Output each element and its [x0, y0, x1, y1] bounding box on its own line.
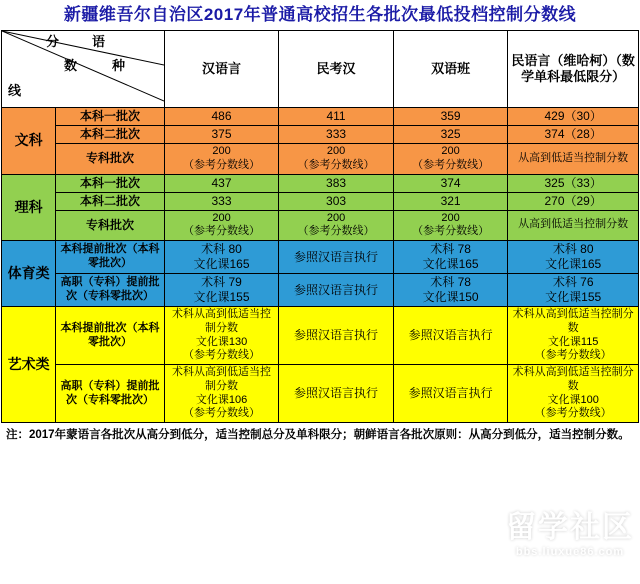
category-yishulei: 艺术类 — [2, 307, 56, 423]
table-row — [2, 126, 639, 144]
score-minkaohan: 333 — [279, 126, 394, 144]
score-hanyuyan: 486 — [164, 108, 279, 126]
score-shuangyuban: 参照汉语言执行 — [393, 365, 508, 423]
batch-label: 高职（专科）提前批次（专科零批次） — [56, 274, 165, 307]
score-minyuyan: 374（28） — [508, 126, 639, 144]
score-minyuyan: 325（33） — [508, 174, 639, 192]
batch-label: 专科批次 — [56, 210, 165, 241]
table-row — [2, 192, 639, 210]
table-row — [2, 108, 639, 126]
score-minkaohan: 303 — [279, 192, 394, 210]
corner-label-3: 数 — [64, 58, 78, 73]
score-shuangyuban: 359 — [393, 108, 508, 126]
score-table — [1, 30, 639, 423]
score-shuangyuban: 术科 78 文化课165 — [393, 241, 508, 274]
score-minyuyan: 术科 80 文化课165 — [508, 241, 639, 274]
score-shuangyuban: 325 — [393, 126, 508, 144]
table-row — [2, 365, 639, 423]
score-hanyuyan: 200 （参考分数线） — [164, 144, 279, 175]
score-minkaohan: 参照汉语言执行 — [279, 274, 394, 307]
score-minyuyan: 从高到低适当控制分数 — [508, 210, 639, 241]
table-row — [2, 144, 639, 175]
table-header-row — [2, 31, 639, 108]
table-row — [2, 241, 639, 274]
score-shuangyuban: 200 （参考分数线） — [393, 144, 508, 175]
score-shuangyuban: 参照汉语言执行 — [393, 307, 508, 365]
header-corner-cell — [2, 31, 165, 108]
score-minyuyan: 术科 76 文化课155 — [508, 274, 639, 307]
score-hanyuyan: 333 — [164, 192, 279, 210]
corner-label-2: 语 — [92, 34, 106, 49]
score-hanyuyan: 200 （参考分数线） — [164, 210, 279, 241]
score-hanyuyan: 437 — [164, 174, 279, 192]
score-hanyuyan: 术科从高到低适当控制分数 文化课130 （参考分数线） — [164, 307, 279, 365]
score-minyuyan: 429（30） — [508, 108, 639, 126]
score-shuangyuban: 术科 78 文化课150 — [393, 274, 508, 307]
score-shuangyuban: 321 — [393, 192, 508, 210]
score-shuangyuban: 200 （参考分数线） — [393, 210, 508, 241]
category-wenke: 文科 — [2, 108, 56, 175]
watermark-sub: bbs.liuxue86.com — [515, 546, 625, 558]
score-minkaohan: 参照汉语言执行 — [279, 241, 394, 274]
score-hanyuyan: 术科从高到低适当控制分数 文化课106 （参考分数线） — [164, 365, 279, 423]
score-minyuyan: 术科从高到低适当控制分数 文化课115 （参考分数线） — [508, 307, 639, 365]
category-like: 理科 — [2, 174, 56, 241]
corner-label-4: 种 — [112, 58, 126, 73]
column-header-minyuyan: 民语言（维哈柯）（数学单科最低限分） — [508, 31, 639, 108]
table-row — [2, 307, 639, 365]
footnote-line-1: 注：2017年蒙语言各批次从高分到低分，适当控制总分及单科限分；朝鲜语言各批次原则：从高分到低分，适当控制分数。 — [6, 429, 630, 441]
batch-label: 本科一批次 — [56, 174, 165, 192]
watermark — [506, 502, 634, 558]
batch-label: 本科提前批次（本科零批次） — [56, 307, 165, 365]
score-minkaohan: 参照汉语言执行 — [279, 365, 394, 423]
score-minkaohan: 411 — [279, 108, 394, 126]
corner-label-1: 分 — [46, 34, 60, 49]
batch-label: 本科二批次 — [56, 192, 165, 210]
category-tiyulei: 体育类 — [2, 241, 56, 307]
footnote — [0, 423, 640, 444]
page-title: 新疆维吾尔自治区2017年普通高校招生各批次最低投档控制分数线 — [63, 5, 577, 24]
column-header-shuangyuban: 双语班 — [393, 31, 508, 108]
table-row — [2, 174, 639, 192]
watermark-main: 留学社区 — [506, 511, 634, 544]
batch-label: 本科二批次 — [56, 126, 165, 144]
score-minyuyan: 从高到低适当控制分数 — [508, 144, 639, 175]
score-hanyuyan: 术科 80 文化课165 — [164, 241, 279, 274]
batch-label: 专科批次 — [56, 144, 165, 175]
column-header-minkaohan: 民考汉 — [279, 31, 394, 108]
score-minkaohan: 200 （参考分数线） — [279, 210, 394, 241]
score-minkaohan: 200 （参考分数线） — [279, 144, 394, 175]
score-minyuyan: 270（29） — [508, 192, 639, 210]
score-minyuyan: 术科从高到低适当控制分数 文化课100 （参考分数线） — [508, 365, 639, 423]
batch-label: 本科一批次 — [56, 108, 165, 126]
batch-label: 高职（专科）提前批次（专科零批次） — [56, 365, 165, 423]
score-minkaohan: 383 — [279, 174, 394, 192]
score-hanyuyan: 术科 79 文化课155 — [164, 274, 279, 307]
table-row — [2, 210, 639, 241]
batch-label: 本科提前批次（本科零批次） — [56, 241, 165, 274]
table-row — [2, 274, 639, 307]
diagonal-lines-icon — [2, 31, 164, 105]
column-header-hanyuyan: 汉语言 — [164, 31, 279, 108]
score-hanyuyan: 375 — [164, 126, 279, 144]
score-shuangyuban: 374 — [393, 174, 508, 192]
corner-label-5: 线 — [8, 83, 22, 98]
score-minkaohan: 参照汉语言执行 — [279, 307, 394, 365]
